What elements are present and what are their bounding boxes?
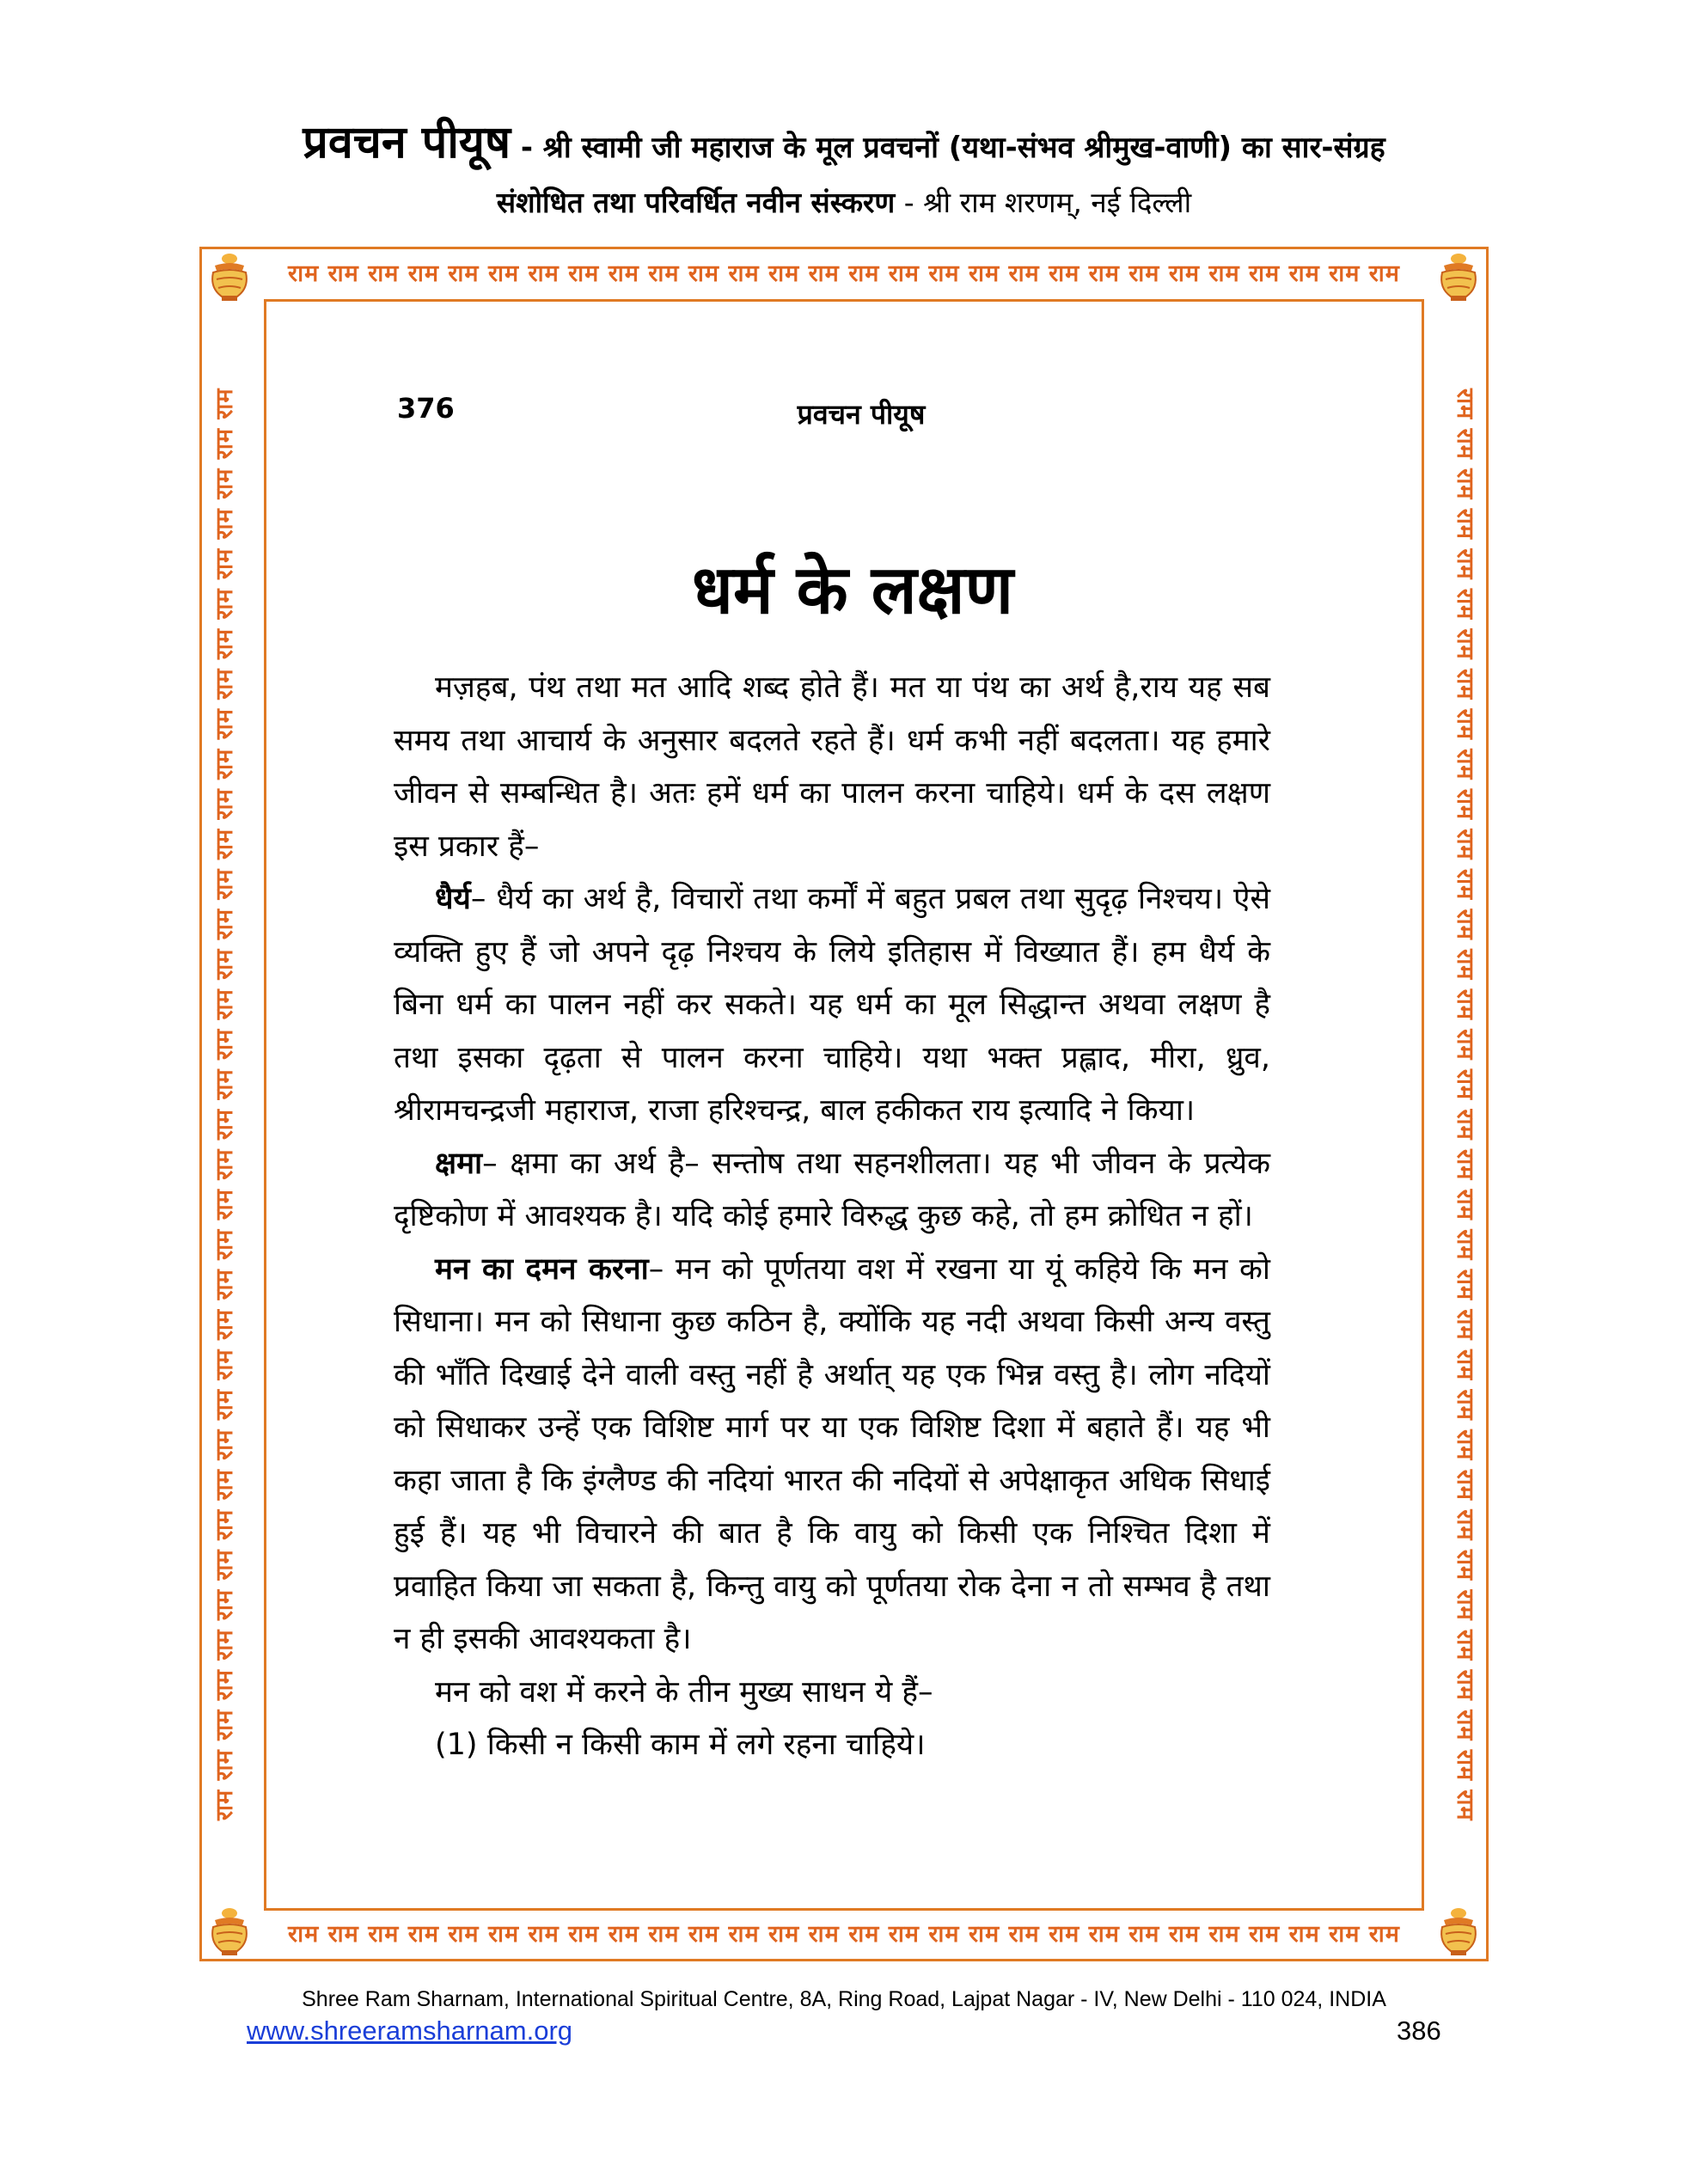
paragraph — [394, 1244, 1270, 1667]
header-title-rest: - श्री स्वामी जी महाराज के मूल प्रवचनों (यथा-संभव श्रीमुख-वाणी) का सार-संग्रह — [511, 131, 1385, 165]
paragraph: मज़हब, पंथ तथा मत आदि शब्द होते हैं। मत या पंथ का अर्थ है,राय यह सब समय तथा आचार्य के अनुसार बदलते रहते हैं। धर्म कभी नहीं बदलता। यह हमारे जीवन से सम्बन्धित है। अतः हमें धर्म का पालन करना चाहिये। धर्म के दस लक्षण इस प्रकार हैं– — [394, 670, 1270, 864]
body-text — [394, 662, 1270, 1772]
paragraph-text: – मन को पूर्णतया वश में रखना या यूं कहिये कि मन को सिधाना। मन को सिधाना कुछ कठिन है, क्योंकि यह नदी अथवा किसी अन्य वस्तु की भाँति दिखाई देने वाली वस्तु नहीं है अर्थात् यह एक भिन्न वस्तु है। लोग नदियों को सिधाकर उन्हें एक विशिष्ट मार्ग पर या एक विशिष्ट दिशा में बहाते हैं। यह भी कहा जाता है कि इंग्लैण्ड की नदियां भारत की नदियों से अपेक्षाकृत अधिक सिधाई हुई हैं। यह भी विचारने की बात है कि वायु को किसी एक निश्चित दिशा में प्रवाहित किया जा सकता है, किन्तु वायु को पूर्णतया रोक देना न तो सम्भव है तथा न ही इसकी आवश्यकता है। — [394, 1251, 1270, 1656]
running-head: प्रवचन पीयूष — [797, 398, 926, 431]
pdf-page-number: 386 — [1397, 2016, 1441, 2046]
border-bottom-text: राम राम राम राम राम राम राम राम राम राम राम राम राम राम राम राम राम राम राम राम राम राम राम राम राम राम राम राम — [288, 1921, 1400, 1948]
document-header — [0, 110, 1688, 171]
chapter-title: धर्म के लक्षण — [691, 552, 1014, 629]
paragraph: मन को वश में करने के तीन मुख्य साधन ये हैं– — [435, 1674, 933, 1710]
book-page-number: 376 — [397, 392, 455, 425]
website-link[interactable]: www.shreeramsharnam.org — [247, 2016, 573, 2046]
paragraph-term: क्षमा — [435, 1146, 483, 1181]
subheader-rest: - श्री राम शरणम्, नई दिल्ली — [895, 186, 1192, 219]
kalash-icon — [203, 250, 256, 303]
kalash-icon — [1432, 250, 1485, 303]
subheader-bold: संशोधित तथा परिवर्धित नवीन संस्करण — [496, 186, 896, 219]
border-right-text: राम राम राम राम राम राम राम राम राम राम राम राम राम राम राम राम राम राम राम राम राम राम राम राम राम राम राम राम राम राम राम राम राम राम राम राम — [1452, 388, 1478, 1821]
paragraph-text: – क्षमा का अर्थ है– सन्तोष तथा सहनशीलता। यह भी जीवन के प्रत्येक दृष्टिकोण में आवश्यक है। यदि कोई हमारे विरुद्ध कुछ कहे, तो हम क्रोधित न हों। — [394, 1146, 1270, 1233]
paragraph — [394, 873, 1270, 1138]
kalash-icon — [1432, 1905, 1485, 1958]
kalash-icon — [203, 1905, 256, 1958]
paragraph-term: मन का दमन करना — [435, 1251, 649, 1287]
paragraph — [394, 1138, 1270, 1244]
document-subheader — [0, 182, 1688, 221]
paragraph: (1) किसी न किसी काम में लगे रहना चाहिये। — [435, 1728, 926, 1762]
border-top-text: राम राम राम राम राम राम राम राम राम राम राम राम राम राम राम राम राम राम राम राम राम राम राम राम राम राम राम राम — [288, 260, 1400, 287]
paragraph-term: धैर्य — [435, 882, 471, 916]
border-left-text: राम राम राम राम राम राम राम राम राम राम राम राम राम राम राम राम राम राम राम राम राम राम राम राम राम राम राम राम राम राम राम राम राम राम राम राम — [211, 388, 238, 1821]
footer-address: Shree Ram Sharnam, International Spiritual Centre, 8A, Ring Road, Lajpat Nagar - IV, New Delhi - 110 024, INDIA — [302, 1987, 1386, 2011]
paragraph-text: – धैर्य का अर्थ है, विचारों तथा कर्मों में बहुत प्रबल तथा सुदृढ़ निश्चय। ऐसे व्यक्ति हुए हैं जो अपने दृढ़ निश्चय के लिये इतिहास में विख्यात हैं। हम धैर्य के बिना धर्म का पालन नहीं कर सकते। यह धर्म का मूल सिद्धान्त अथवा लक्षण है तथा इसका दृढ़ता से पालन करना चाहिये। यथा भक्त प्रह्लाद, मीरा, ध्रुव, श्रीरामचन्द्रजी महाराज, राजा हरिश्चन्द्र, बाल हकीकत राय इत्यादि ने किया। — [394, 882, 1270, 1128]
header-title-main: प्रवचन पीयूष — [303, 117, 511, 168]
